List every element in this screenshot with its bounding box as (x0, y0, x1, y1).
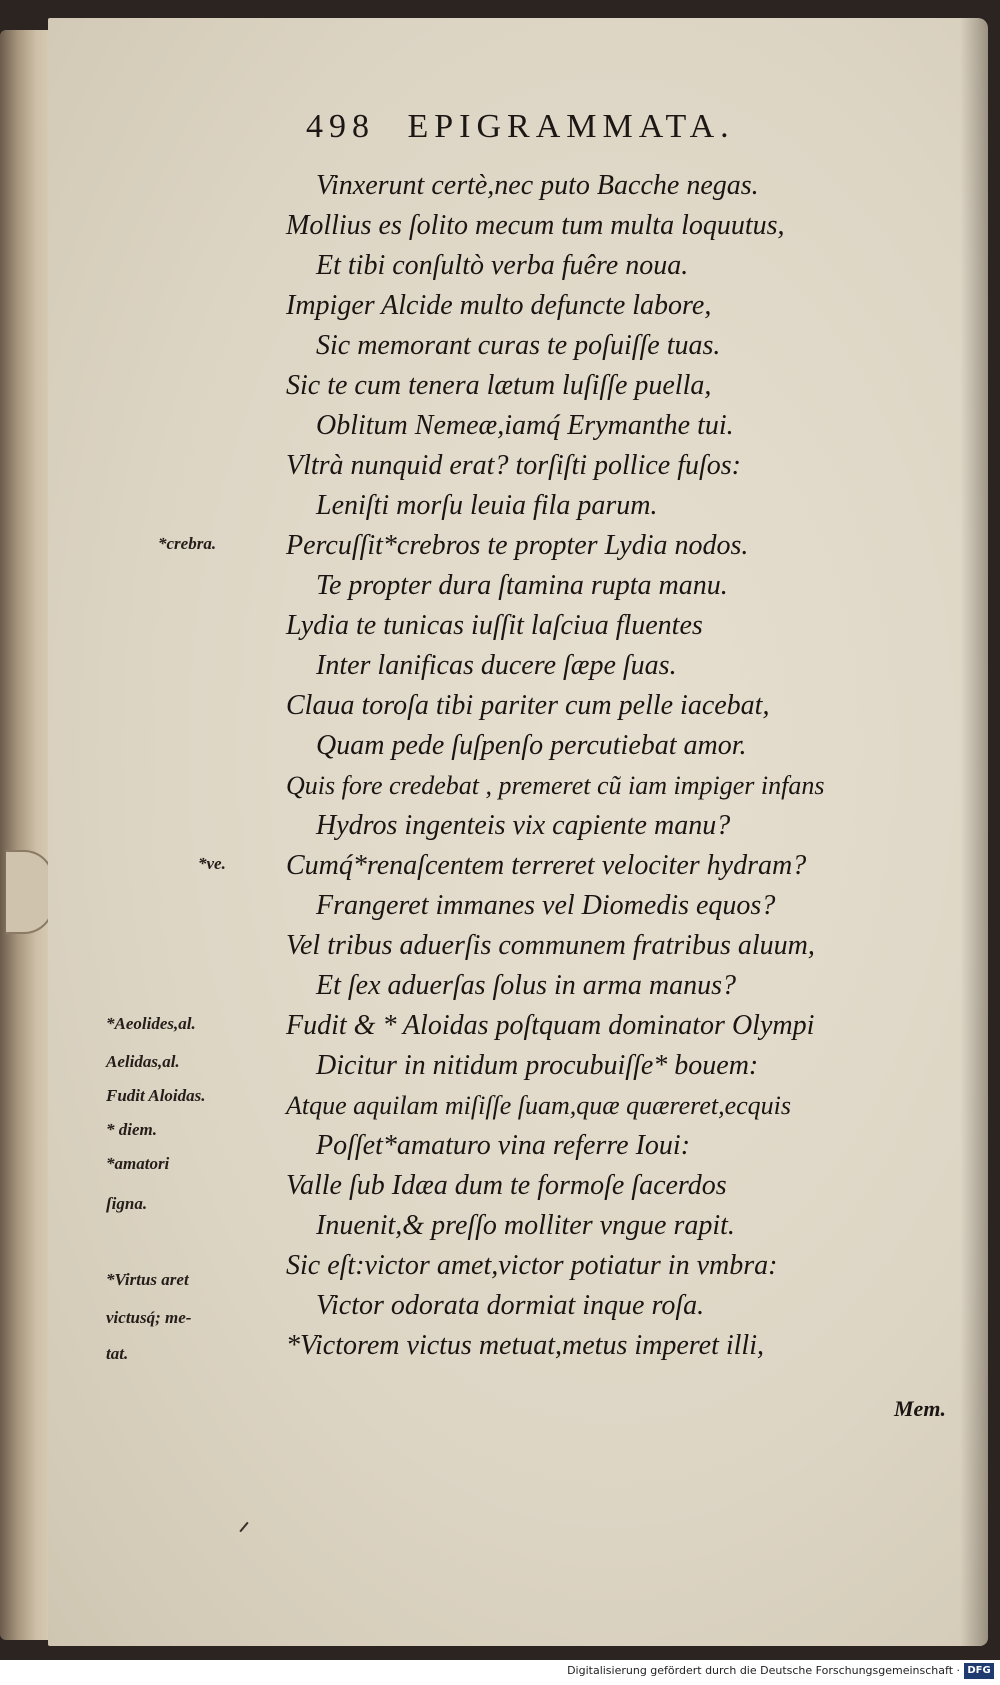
text-line: Quam pede ſuſpenſo percutiebat amor. (316, 730, 747, 761)
book-page (48, 18, 988, 1646)
ink-mark (239, 1522, 248, 1532)
text-line: Mollius es ſolito mecum tum multa loquutus, (286, 210, 785, 241)
text-line: Percuſſit*crebros te propter Lydia nodos. (286, 530, 749, 561)
margin-note: Aelidas,al. (106, 1052, 180, 1071)
text-line: Cumq́*renaſcentem terreret velociter hydram? (286, 850, 807, 881)
catchword: Mem. (894, 1396, 946, 1421)
text-line: Fudit & * Aloidas poſtquam dominator Olympi (286, 1010, 815, 1041)
margin-note: *crebra. (158, 534, 217, 553)
margin-note: tat. (106, 1344, 129, 1363)
text-line: Hydros ingenteis vix capiente manu? (316, 810, 731, 841)
page-tab-marker (6, 850, 54, 934)
text-line: *Victorem victus metuat,metus imperet illi, (286, 1330, 764, 1361)
margin-note: *Aeolides,al. (106, 1014, 196, 1033)
text-line: Vel tribus aduerſis communem fratribus aluum, (286, 930, 815, 961)
margin-note: ſigna. (106, 1194, 148, 1213)
margin-note: *amatori (106, 1154, 170, 1173)
margin-note: victusq́; me- (106, 1308, 192, 1327)
text-line: Et ſex aduerſas ſolus in arma manus? (316, 970, 736, 1001)
running-title: EPIGRAMMATA. (407, 108, 735, 145)
book-page-edges (0, 30, 52, 1640)
text-line: Poſſet*amaturo vina referre Ioui: (316, 1130, 691, 1161)
text-line: Sic eſt:victor amet,victor potiatur in vmbra: (286, 1250, 778, 1281)
text-line: Inuenit,& preſſo molliter vngue rapit. (316, 1210, 735, 1241)
text-line: Leniſti morſu leuia fila parum. (316, 490, 658, 521)
text-line: Et tibi conſultò verba fuêre noua. (316, 250, 689, 281)
margin-note: *ve. (198, 854, 226, 873)
text-line: Oblitum Nemeæ,iamq́ Erymanthe tui. (316, 410, 734, 441)
text-line: Impiger Alcide multo defuncte labore, (286, 290, 712, 321)
running-head (306, 108, 906, 156)
text-line: Atque aquilam miſiſſe ſuam,quæ quæreret,ecquis (286, 1091, 792, 1120)
text-line: Victor odorata dormiat inque roſa. (316, 1290, 705, 1321)
margin-note: * diem. (106, 1120, 157, 1139)
text-line: Lydia te tunicas iuſſit laſciua fluentes (286, 610, 703, 641)
text-line: Claua toroſa tibi pariter cum pelle iacebat, (286, 690, 770, 721)
text-line: Vinxerunt certè,nec puto Bacche negas. (316, 170, 759, 201)
text-line: Sic memorant curas te poſuiſſe tuas. (316, 330, 721, 361)
text-line: Sic te cum tenera lætum luſiſſe puella, (286, 370, 712, 401)
dfg-logo-icon: DFG (964, 1663, 994, 1679)
gutter-shadow (960, 18, 988, 1646)
text-line: Quis fore credebat , premeret cũ iam impiger infans (286, 771, 825, 800)
footer-bar (0, 1660, 1000, 1685)
margin-note: Fudit Aloidas. (106, 1086, 206, 1105)
text-line: Frangeret immanes vel Diomedis equos? (316, 890, 776, 921)
margin-note: *Virtus aret (106, 1270, 189, 1289)
text-line: Te propter dura ſtamina rupta manu. (316, 570, 728, 601)
text-line: Dicitur in nitidum procubuiſſe* bouem: (316, 1050, 759, 1081)
text-line: Vltrà nunquid erat? torſiſti pollice fuſos: (286, 450, 741, 481)
page-number: 498 (306, 108, 375, 145)
text-line: Valle ſub Idæa dum te formoſe ſacerdos (286, 1170, 727, 1201)
footer-credit: Digitalisierung gefördert durch die Deutsche Forschungsgemeinschaft · (567, 1664, 960, 1677)
text-line: Inter lanificas ducere ſæpe ſuas. (316, 650, 677, 681)
